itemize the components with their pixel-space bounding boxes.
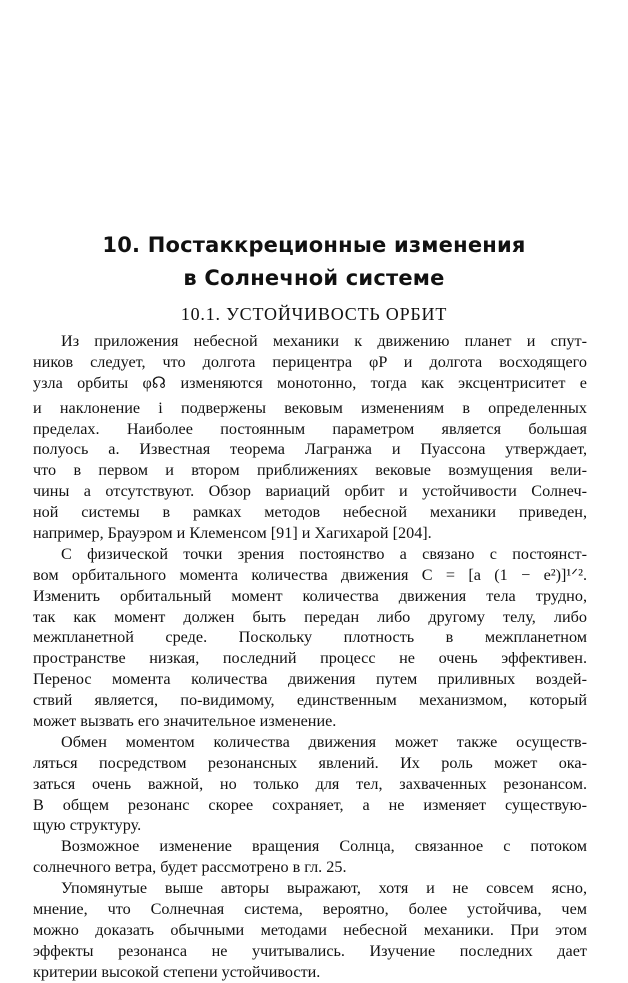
text-line: межпланетной среде. Поскольку плотность в межпланетном [33, 628, 587, 647]
text-line: например, Брауэром и Клеменсом [91] и Хагихарой [204]. [33, 524, 432, 543]
chapter-title [0, 229, 628, 295]
section-number: 10.1. [180, 304, 221, 324]
chapter-number: 10. [102, 233, 141, 257]
text-line: чины a отсутствуют. Обзор вариаций орбит и устойчивости Солнеч- [33, 482, 587, 501]
section-title-text: УСТОЙЧИВОСТЬ ОРБИТ [226, 304, 448, 324]
text-line: Перенос момента количества движения путем приливных воздей- [33, 670, 587, 689]
text-line: солнечного ветра, будет рассмотрено в гл. 25. [33, 858, 347, 877]
text-line: пространстве низкая, последний процесс не очень эффективен. [33, 649, 587, 668]
chapter-title-text: Постаккреционные изменения [147, 233, 526, 257]
text-line: может вызвать его значительное изменение. [33, 712, 337, 731]
text-line: Возможное изменение вращения Солнца, связанное с потоком [61, 837, 587, 856]
section-title [0, 303, 628, 325]
text-line: полуось a. Известная теорема Лагранжа и Пуассона утверждает, [33, 440, 587, 459]
text-line: критерии высокой степени устойчивости. [33, 962, 321, 981]
text-line: С физической точки зрения постоянство a связано с постоянст- [61, 544, 587, 563]
text-line: пределах. Наиболее постоянным параметром является большая [33, 419, 587, 438]
text-line: узла орбиты φ☊ изменяются монотонно, тогда как эксцентриситет e [33, 373, 587, 392]
text-line: что в первом и втором приближениях вековые возмущения вели- [33, 461, 587, 480]
text-line: можно доказать обычными методами небесной механики. При этом [33, 920, 587, 939]
text-line: мнение, что Солнечная система, вероятно, более устойчива, чем [33, 900, 587, 919]
text-line: так как момент должен быть передан либо другому телу, либо [33, 607, 587, 626]
text-line: эффекты резонанса не учитывались. Изучение последних дает [33, 941, 587, 960]
text-line: ляться посредством резонансных явлений. Их роль может ока- [33, 753, 587, 772]
text-line: В общем резонанс скорее сохраняет, а не изменяет существую- [33, 795, 587, 814]
text-line: Упомянутые выше авторы выражают, хотя и не совсем ясно, [61, 879, 587, 898]
text-line: ной системы в рамках методов небесной механики приведен, [33, 503, 587, 522]
text-line: ников следует, что долгота перицентра φP и долгота восходящего [33, 352, 587, 371]
body-text [33, 331, 587, 983]
chapter-title-line-1 [0, 229, 628, 262]
text-line: Изменить орбитальный момент количества движения тела трудно, [33, 586, 587, 605]
text-line: Обмен моментом количества движения может также осуществ- [61, 732, 587, 751]
text-line: и наклонение i подвержены вековым изменениям в определенных [33, 398, 587, 417]
text-line: ствий является, по-видимому, единственным механизмом, который [33, 691, 587, 710]
chapter-title-line-2: в Солнечной системе [183, 266, 445, 290]
text-line: вом орбитального момента количества движения C = [a (1 − e²)]¹ᐟ². [33, 565, 587, 584]
text-line: заться очень важной, но только для тел, захваченных резонансом. [33, 774, 587, 793]
text-line: щую структуру. [33, 816, 142, 835]
text-line: Из приложения небесной механики к движению планет и спут- [61, 332, 587, 350]
